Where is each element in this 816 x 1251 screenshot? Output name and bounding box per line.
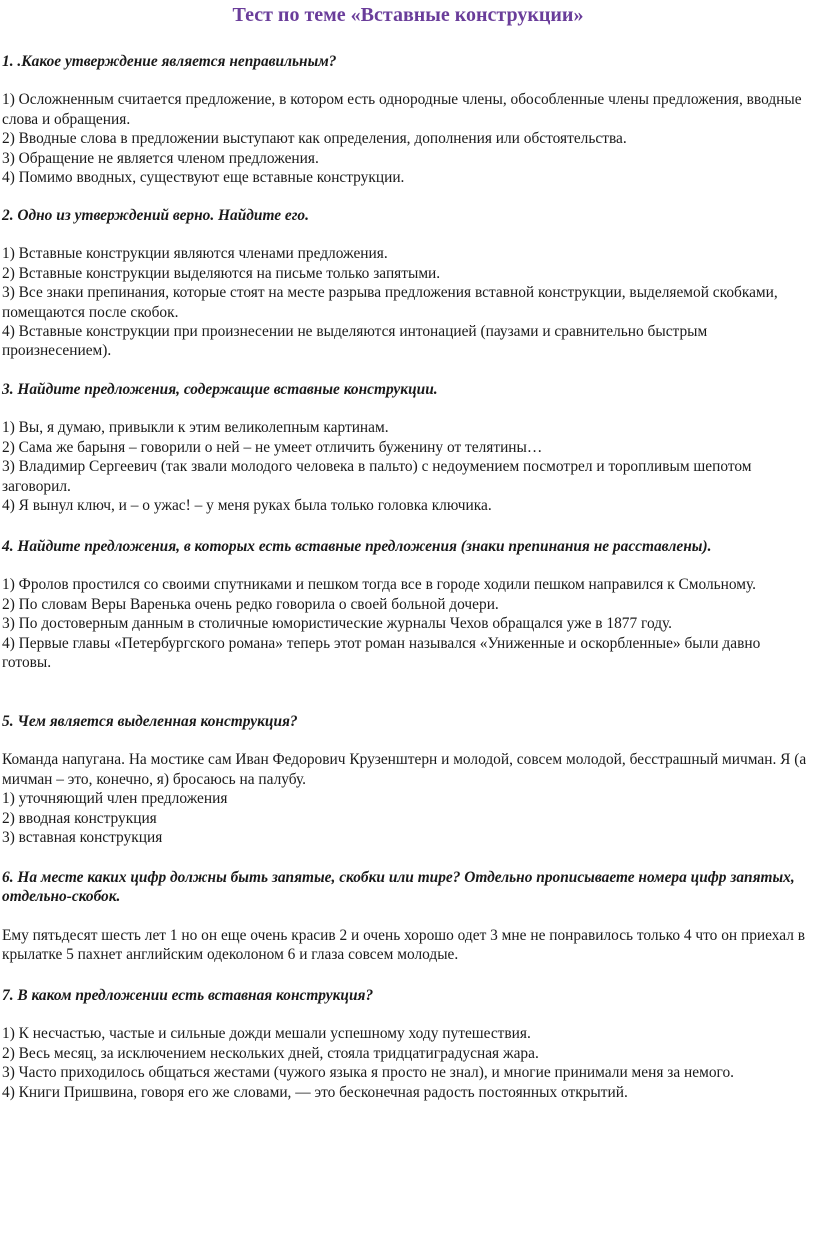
question-title: 7. В каком предложении есть вставная конструкция? [2,987,374,1004]
option-line: 3) Владимир Сергеевич (так звали молодого человека в пальто) с недоумением посмотрел и торопливым шепотом заговорил. [2,458,752,495]
option-line: 3) Все знаки препинания, которые стоят на месте разрыва предложения вставной конструкции, выделяемой скобками, помещаются после скобок. [2,284,778,321]
question-title: 4. Найдите предложения, в которых есть вставные предложения (знаки препинания не расставлены). [2,538,712,555]
option-line: 4) Книги Пришвина, говоря его же словами, — это бесконечная радость постоянных открытий. [2,1083,628,1101]
option-line: 2) По словам Веры Варенька очень редко говорила о своей больной дочери. [2,595,499,613]
option-line: 2) Весь месяц, за исключением нескольких дней, стояла тридцатиградусная жара. [2,1044,539,1062]
option-line: 4) Помимо вводных, существуют еще вставные конструкции. [2,169,405,187]
option-line: 2) Вставные конструкции выделяются на письме только запятыми. [2,264,441,282]
question-6 [2,868,812,965]
question-options [2,575,812,672]
question-options [2,244,812,360]
question-options [2,926,812,965]
page-title: Тест по теме «Вставные конструкции» [232,4,584,26]
question-4 [2,537,812,672]
option-line: 3) Часто приходилось общаться жестами (чужого языка я просто не знал), и многие принимали меня за немого. [2,1064,734,1082]
option-line: 1) Фролов простился со своими спутниками и пешком тогда все в городе ходили пешком направился к Смольному. [2,576,757,594]
option-line: 3) вставная конструкция [2,829,163,847]
option-line: 2) Сама же барыня – говорили о ней – не умеет отличить буженину от телятины… [2,438,543,456]
question-title: 1. .Какое утверждение является неправильным? [2,53,337,70]
option-line: 2) вводная конструкция [2,809,157,827]
question-options [2,418,812,515]
passage-text: Команда напугана. На мостике сам Иван Федорович Крузенштерн и молодой, совсем молодой, бесстрашный мичман. Я (а мичман – это, конечно, я) бросаюсь на палубу. [2,751,807,788]
option-line: 3) Обращение не является членом предложения. [2,149,319,167]
option-line: 1) Вставные конструкции являются членами предложения. [2,245,388,263]
option-line: 1) Вы, я думаю, привыкли к этим великолепным картинам. [2,419,389,437]
question-3 [2,380,812,515]
question-5 [2,712,812,847]
question-options [2,750,812,847]
question-title: 5. Чем является выделенная конструкция? [2,713,298,730]
question-title: 6. На месте каких цифр должны быть запятые, скобки или тире? Отдельно прописываете номера цифр запятых, отдельно-скобок. [2,869,795,906]
option-line: 1) К несчастью, частые и сильные дожди мешали успешному ходу путешествия. [2,1025,531,1043]
option-line: 4) Я вынул ключ, и – о ужас! – у меня руках была только головка ключика. [2,497,492,515]
question-options [2,90,812,187]
option-line: 2) Вводные слова в предложении выступают как определения, дополнения или обстоятельства. [2,130,627,148]
question-2 [2,206,812,361]
option-line: 3) По достоверным данным в столичные юмористические журналы Чехов обращался уже в 1877 году. [2,615,673,633]
option-line: 4) Первые главы «Петербургского романа» теперь этот роман назывался «Униженные и оскорбленные» были давно готовы. [2,634,761,672]
option-line: 1) уточняющий член предложения [2,790,228,808]
passage-text: Ему пятьдесят шесть лет 1 но он еще очень красив 2 и очень хорошо одет 3 мне не понравилось только 4 что он приехал в крылатке 5 пахнет английским одеколоном 6 и глаза совсем молодые. [2,926,806,964]
question-title: 3. Найдите предложения, содержащие вставные конструкции. [2,381,438,398]
question-title: 2. Одно из утверждений верно. Найдите его. [2,207,309,224]
option-line: 1) Осложненным считается предложение, в котором есть однородные члены, обособленные члены предложения, вводные слова и обращения. [2,91,802,128]
question-1 [2,52,812,187]
option-line: 4) Вставные конструкции при произнесении не выделяются интонацией (паузами и сравнительно быстрым произнесением). [2,323,708,360]
question-7 [2,986,812,1102]
question-options [2,1024,812,1102]
